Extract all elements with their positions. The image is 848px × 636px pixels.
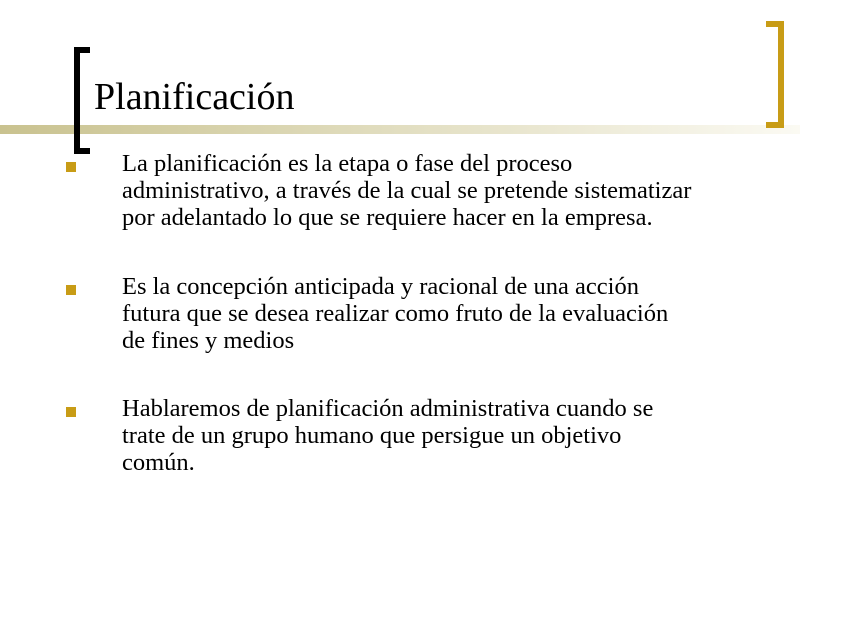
square-bullet-icon <box>66 285 76 295</box>
slide-title: Planificación <box>94 76 295 118</box>
left-bracket-decoration <box>74 47 90 154</box>
bullet-text: Es la concepción anticipada y racional de una acción futura que se desea realizar como fruto de la evaluación de fines y medios <box>122 273 669 354</box>
bullet-text: Hablaremos de planificación administrativa cuando se trate de un grupo humano que persigue un objetivo común. <box>122 395 654 476</box>
title-rule <box>0 125 800 134</box>
square-bullet-icon <box>66 407 76 417</box>
bullet-text: La planificación es la etapa o fase del proceso administrativo, a través de la cual se pretende sistematizar por adelantado lo que se requiere hacer en la empresa. <box>122 150 692 231</box>
right-bracket-decoration <box>766 21 784 128</box>
square-bullet-icon <box>66 162 76 172</box>
